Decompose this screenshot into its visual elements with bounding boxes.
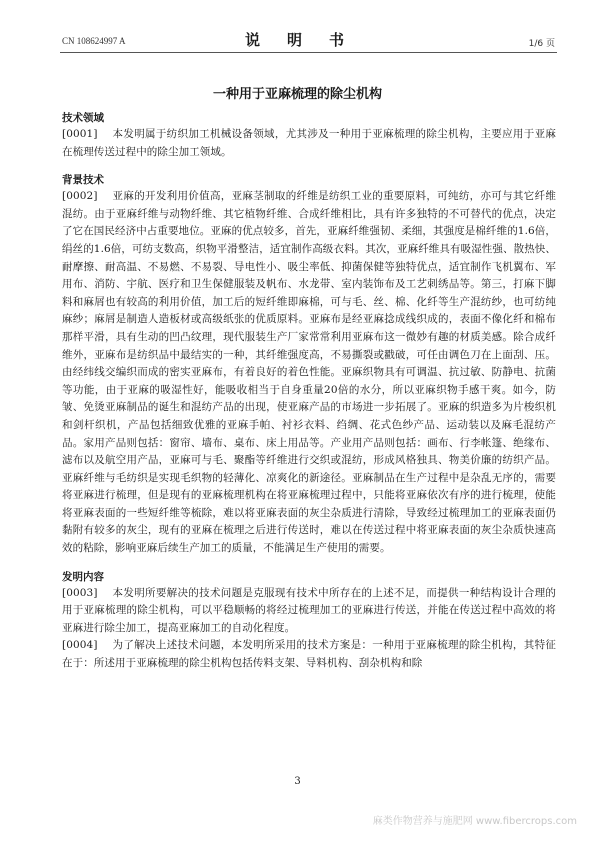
paragraph-0003 xyxy=(62,585,556,638)
paragraph-text: 本发明属于纺织加工机械设备领域，尤其涉及一种用于亚麻梳理的除尘机构，主要应用于亚麻在梳理传送过程中的除尘加工领域。 xyxy=(62,128,556,158)
paragraph-0004 xyxy=(62,637,556,672)
document-type: 说 明 书 xyxy=(244,31,350,49)
paragraph-number: [0003] xyxy=(62,586,98,599)
section-heading-background: 背景技术 xyxy=(62,174,104,187)
page-reference: 1/6 页 xyxy=(528,39,555,49)
paragraph-number: [0004] xyxy=(62,639,98,652)
section-heading-summary: 发明内容 xyxy=(62,570,104,583)
section-heading-technical-field: 技术领域 xyxy=(62,112,104,124)
paragraph-number: [0001] xyxy=(62,128,98,140)
page-number: 3 xyxy=(294,776,301,787)
document-title: 一种用于亚麻梳理的除尘机构 xyxy=(212,87,382,102)
header-divider xyxy=(60,52,557,53)
watermark: 麻类作物营养与施肥网 www.fibercrops.com xyxy=(372,816,577,827)
paragraph-text: 本发明所要解决的技术问题是克服现有技术中所存在的上述不足，而提供一种结构设计合理的用于亚麻梳理的除尘机构，可以平稳顺畅的将经过梳理加工的亚麻进行传送，并能在传送过程中高效的将亚麻进行除尘加工，提高亚麻加工的自动化程度。 xyxy=(62,586,556,634)
paragraph-0001 xyxy=(62,126,556,161)
paragraph-text: 亚麻的开发利用价值高，亚麻茎制取的纤维是纺织工业的重要原料，可纯纺，亦可与其它纤维混纺。由于亚麻纤维与动物纤维、其它植物纤维、合成纤维相比，具有许多独特的不可替代的优点，决定了它在国民经济中占重要地位。亚麻的优点较多，首先，亚麻纤维强韧、柔细，其强度是棉纤维的1.6倍，绢丝的1.6倍，可纺支数高，织物平滑整洁，适宜制作高级衣料。其次，亚麻纤维具有吸湿性强、散热快、耐摩擦、耐高温、不易燃、不易裂、导电性小、吸尘率低、抑菌保健等独特优点，适宜制作飞机翼布、军用布、消防、宇航、医疗和卫生保健服装及帆布、水龙带、室内装饰布及工艺刺绣品等。第三，打麻下脚料和麻屑也有较高的利用价值，加工后的短纤维即麻棉，可与毛、丝、棉、化纤等生产混纺纱，也可纺纯麻纱；麻屑是制造人造板材或高级纸张的优质原料。亚麻布是经亚麻捻成线织成的，表面不像化纤和棉布那样平滑，具有生动的凹凸纹理，现代服装生产厂家常常利用亚麻布这一微妙有趣的材质美感。除合成纤维外，亚麻布是纺织品中最结实的一种，其纤维强度高，不易撕裂或戳破，可任由调色刀在上面刮、压。由经纬线交编织而成的密实亚麻布，有着良好的着色性能。亚麻织物具有可调温、抗过敏、防静电、抗菌等功能，由于亚麻的吸湿性好，能吸收相当于自身重量20倍的水分，所以亚麻织物手感干爽。如今，防皱、免烫亚麻制品的诞生和混纺产品的出现，使亚麻产品的市场进一步拓展了。亚麻的织造多为片梭织机和剑杆织机，产品包括细致优雅的亚麻手帕、衬衫衣料、绉绸、花式色纱产品、运动装以及麻毛混纺产品。家用产品则包括：窗帘、墙布、桌布、床上用品等。产业用产品则包括：画布、行李帐篷、绝缘布、滤布以及航空用产品，亚麻可与毛、聚酯等纤维进行交织或混纺，形成风格独具、物美价廉的纺织产品。亚麻纤维与毛纺织是实现毛织物的轻薄化、凉爽化的新途径。亚麻制品在生产过程中是杂乱无序的，需要将亚麻进行梳理，但是现有的亚麻梳理机构在将亚麻梳理过程中，只能将亚麻依次有序的进行梳理，使能将亚麻表面的一些短纤维等梳除，难以将亚麻表面的灰尘杂质进行清除，导致经过梳理加工的亚麻表面仍黏附有较多的灰尘，现有的亚麻在梳理之后进行传送时，难以在传送过程中将亚麻表面的灰尘杂质快速高效的粘除，影响亚麻后续生产加工的质量，不能满足生产使用的需要。 xyxy=(62,190,556,555)
patent-number: CN 108624997 A xyxy=(62,36,126,46)
paragraph-0002 xyxy=(62,188,556,557)
paragraph-text: 为了解决上述技术问题，本发明所采用的技术方案是：一种用于亚麻梳理的除尘机构，其特征在于：所述用于亚麻梳理的除尘机构包括传料支架、导料机构、刮杂机构和除 xyxy=(62,639,556,670)
paragraph-number: [0002] xyxy=(62,190,98,203)
document-body xyxy=(62,110,556,673)
